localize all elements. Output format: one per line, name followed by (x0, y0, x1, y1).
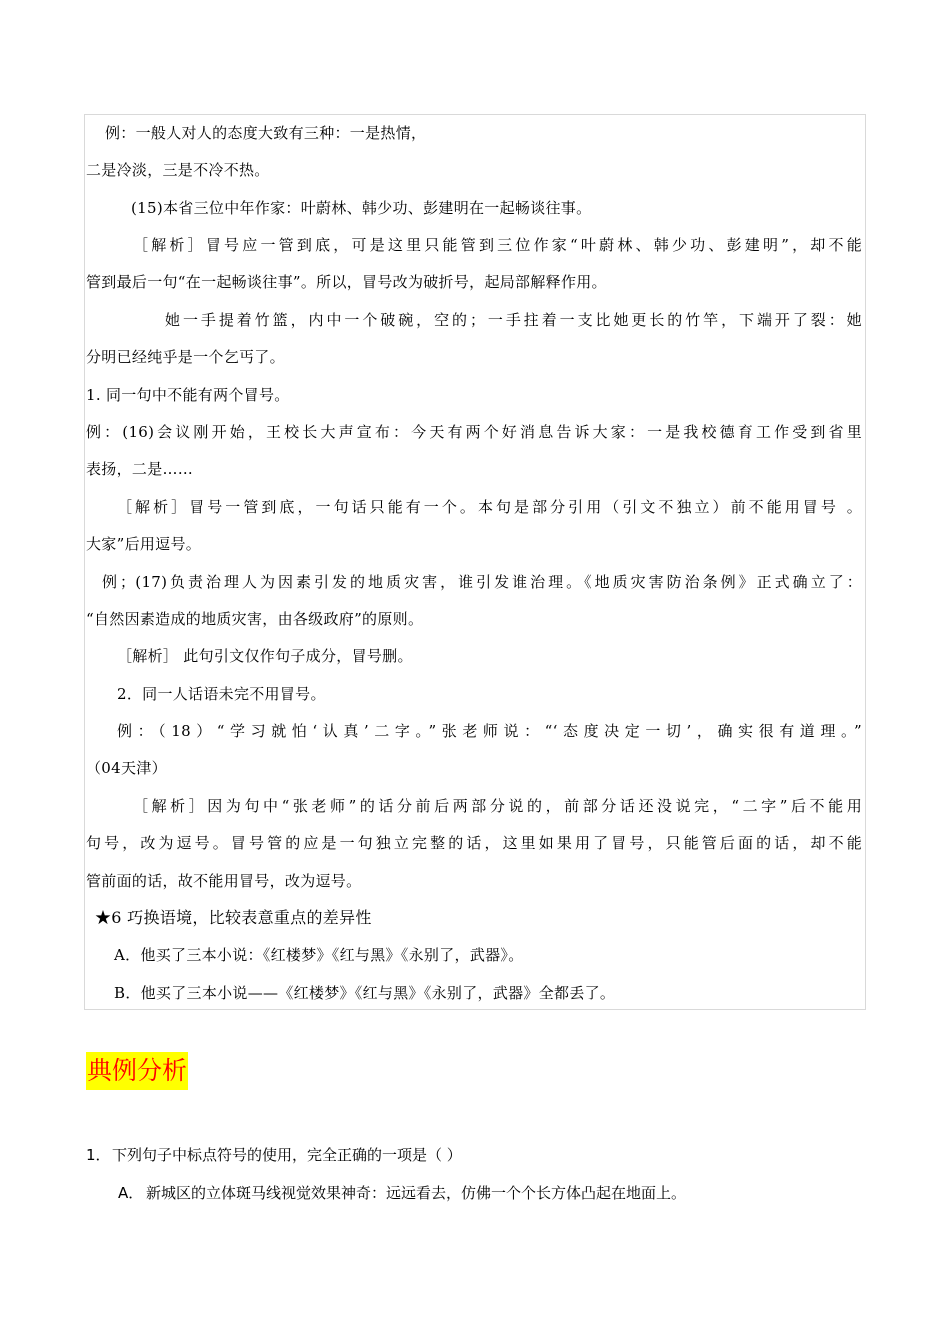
text-line: 例；(17)负责治理人为因素引发的地质灾害，谁引发谁治理。《地质灾害防治条例》正式确立了： (102, 573, 862, 591)
text-line: 管到最后一句“在一起畅谈往事”。所以，冒号改为破折号，起局部解释作用。 (86, 273, 607, 291)
option-a-label: A． (118, 1184, 144, 1202)
text-line: (15)本省三位中年作家：叶蔚林、韩少功、彭建明在一起畅谈往事。 (131, 199, 592, 217)
text-line: 例：一般人对人的态度大致有三种：一是热情， (105, 124, 427, 142)
text-line: 二是冷淡，三是不冷不热。 (86, 161, 270, 179)
text-line: ［解析］冒号应一管到底，可是这里只能管到三位作家“叶蔚林、韩少功、彭建明”，却不能 (133, 236, 862, 254)
text-line: 分明已经纯乎是一个乞丐了。 (86, 348, 285, 366)
text-line: A．他买了三本小说：《红楼梦》《红与黑》《永别了，武器》。 (114, 946, 524, 964)
text-line: B．他买了三本小说——《红楼梦》《红与黑》《永别了，武器》全都丢了。 (114, 984, 616, 1002)
text-line: （04天津） (86, 759, 167, 777)
text-line: 表扬，二是…… (86, 460, 194, 478)
text-line: 例：(16)会议刚开始，王校长大声宣布：今天有两个好消息告诉大家：一是我校德育工作受到省里 (86, 423, 862, 441)
text-line: 2．同一人话语未完不用冒号。 (117, 685, 326, 703)
text-line: 她一手提着竹篮，内中一个破碗，空的；一手拄着一支比她更长的竹竿，下端开了裂：她 (165, 311, 862, 329)
text-line: 大家”后用逗号。 (86, 535, 202, 553)
question-stem: 下列句子中标点符号的使用，完全正确的一项是（ ） (112, 1146, 462, 1164)
question-number: 1． (86, 1146, 111, 1164)
text-line: ★6 巧换语境，比较表意重点的差异性 (95, 908, 372, 927)
text-line: 管前面的话，故不能用冒号，改为逗号。 (86, 872, 362, 890)
text-line: 1. 同一句中不能有两个冒号。 (86, 386, 290, 404)
text-line: “自然因素造成的地质灾害，由各级政府”的原则。 (86, 610, 424, 628)
text-line: ［解析］因为句中“张老师”的话分前后两部分说的，前部分话还没说完，“二字”后不能用 (133, 797, 862, 815)
section-heading: 典例分析 (86, 1052, 188, 1090)
text-line: 句号，改为逗号。冒号管的应是一句独立完整的话，这里如果用了冒号，只能管后面的话，却不能 (86, 834, 862, 852)
option-a-text: 新城区的立体斑马线视觉效果神奇：远远看去，仿佛一个个长方体凸起在地面上。 (146, 1184, 687, 1202)
text-line: ［解析］冒号一管到底，一句话只能有一个。本句是部分引用（引文不独立）前不能用冒号 。 (117, 498, 862, 516)
text-line: ［解析］ 此句引文仅作句子成分，冒号删。 (117, 647, 413, 665)
text-line: 例：（18）“学习就怕‘认真’二字。”张老师说：“‘态度决定一切’，确实很有道理。” (117, 722, 862, 740)
